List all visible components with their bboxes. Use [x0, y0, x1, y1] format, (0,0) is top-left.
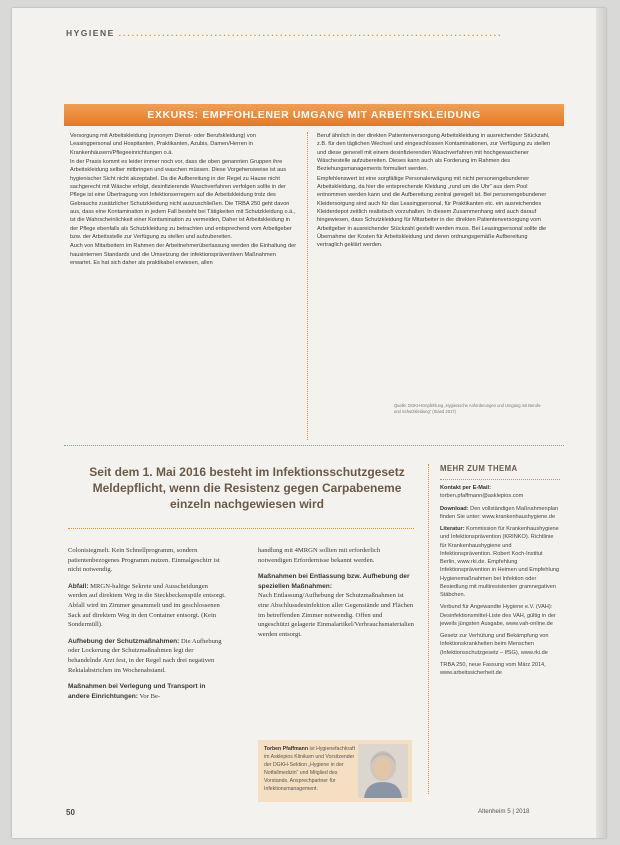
body-column-1 [68, 546, 226, 708]
author-box [258, 740, 412, 802]
sidebar-item: Gesetz zur Verhütung und Bekämpfung von Infektionskrankheiten beim Menschen (Infektionsschutzgesetz – IfSG), www.rki.de [440, 633, 549, 656]
page-number: 50 [66, 808, 75, 817]
sidebar-item: Verbund für Angewandte Hygiene e.V. (VAH): Desinfektionsmittel-Liste des VAH, gültig in der jeweils jüngsten Ausgabe, www.vah-online.de [440, 604, 556, 627]
body-paragraph: Colonisiegmelt. Kein Schnellprogramm, sondern patientenbezogenes Programm nutzen. Einmalgeschirr ist nicht notwendig. [68, 547, 220, 574]
excursus-bottom-rule [64, 445, 564, 446]
author-photo [358, 744, 408, 798]
excursus-paragraph: In der Praxis kommt es leider immer noch vor, dass die oben genannten Gruppen ihre Arbeitskleidung selber mitbringen und waschen müssen. Diese Vorgehensweise ist aus hygienischer Sicht nicht akzeptabel. Da die Aufbereitung in der Regel zu Hause nicht sachgerecht mit Wäsche erfolgt, desinfizierende Waschverfahren verfolgen sollte in der Pflege ist eine Übertragung von Infektionserregern auf die Arbeitskleidung trotz des Gebrauchs zusätzlicher Schutzkleidung nicht auszuschließen. Die TRBA 250 geht davon aus, dass eine Kontamination in jedem Fall besteht bei Tätigkeiten mit Schutzkleidung o.ä., ist die Wahrscheinlichkeit einer Kontamination zu vermeiden, Daher ist Arbeitskleidung in der Pflege ebenfalls als Schutzkleidung zu betrachten und entsprechend vom Arbeitgeber bzw. der Arbeitsstelle zur Verfügung zu stellen und aufzubereiten. [70, 159, 296, 241]
excursus-source: Quelle: DGKH-Empfehlung „Hygienische Anforderungen und Umgang mit Berufs- und Schutzkleidung“ (Stand 2017) [394, 403, 542, 414]
body-paragraph: Maßnahmen bei Verlegung und Transport in andere Einrichtungen: Vor Be- [68, 683, 206, 700]
author-description: ist Hygienefachkraft im Asklepios Klinikum und Vorsitzender der DGKH-Sektion „Hygiene in der Notfallmedizin“ und Mitglied des Vorstands. Ansprechpartner für Infektionsmanagement. [264, 746, 356, 792]
body-paragraph: handlung mit 4MRGN sollten mit erforderlich notwendigen Erfordernisse bekannt werden. [258, 547, 381, 564]
body-paragraph: Abfall: MRGN-haltige Sekrete und Ausscheidungen werden auf direktem Weg in die Steckbeckenspüle entsorgt. Abfall wird im Zimmer gesammelt und im geschlossenen Sack auf direktem Weg in den Container entsorgt. (Kein Sondermüll). [68, 582, 226, 629]
header-dots: ........................................................................................ [118, 28, 503, 38]
sidebar-title: MEHR ZUM THEMA [440, 464, 518, 473]
excursus-paragraph: Empfehlenswert ist eine sorgfältige Personalerwägung mit nicht personengebundener Arbeitskleidung, da hier die entsprechende Kleidung „rund um die Uhr“ aus dem Pool entnommen werden kann und die Aufbereitung zentral geregelt ist. Bei personengebundener Kleidersorgung sind auch für das Leasingpersonal, für Praktikanten etc. ein ausreichendes Kleiderdepot zeitlich realistisch vorzuhalten. In diesem Zusammenhang wird auch darauf hingewiesen, dass Schutzkleidung für Mitarbeiter in der direkten Patientenversorgung vom Arbeitgeber in ausreichender Stückzahl gestellt werden muss. Bei Leasingpersonal sollte die Übernahme der Kosten für Arbeitskleidung und deren ordnungsgemäße Aufbereitung vertraglich geklärt werden. [317, 175, 547, 249]
section-label: HYGIENE [66, 28, 115, 38]
excursus-banner: EXKURS: EMPFOHLENER UMGANG MIT ARBEITSKLEIDUNG [64, 104, 564, 126]
more-on-topic-sidebar [440, 464, 560, 681]
headline-rule [68, 528, 414, 529]
body-column-2 [258, 546, 414, 646]
excursus-left-column [70, 132, 298, 269]
excursus-right-column [317, 132, 551, 251]
body-paragraph: Maßnahmen bei Entlassung bzw. Aufhebung der speziellen Maßnahmen: Nach Entlassung/Aufhebung der Schutzmaßnahmen ist eine Abschlussdesinfektion aller Gegenstände und Flächen im betreffenden Zimmer notwendig. Offen und ungeschützt gelagerte Einmalartikel/Verbrauchsmaterialien werden entsorgt. [258, 573, 414, 638]
sidebar-title-rule [440, 479, 560, 480]
page-edge [596, 8, 606, 838]
sidebar-item: TRBA 250, neue Fassung vom März 2014, www.arbeitssicherheit.de [440, 661, 546, 676]
excursus-paragraph: Auch von Mitarbeitern im Rahmen der Arbeitnehmerüberlassung werden die Einhaltung der hausinternen Standards und die Umsetzung der infektionspräventiven Maßnahmen erwartet. Es hat sich daher als praktikabel erwiesen, allen [70, 243, 297, 267]
author-name: Torben Pfaffmann [264, 746, 308, 752]
sidebar-item: Download: Den vollständigen Maßnahmenplan finden Sie unter: www.krankenhaushygiene.de [440, 505, 559, 520]
sidebar-item: Literatur: Kommission für Krankenhaushygiene und Infektionsprävention (KRINKO). Richtlinie für Krankenhaushygiene und Infektionsprävention. Robert Koch-Institut Berlin, www.rki.de. Empfehlung Infektionsprävention in Heimen und Empfehlung Hygienemaßnahmen bei Infektion oder Besiedlung mit multiresistenten gramnegativen Stäbchen. [440, 526, 560, 598]
pull-quote-headline: Seit dem 1. Mai 2016 besteht im Infektionsschutzgesetz Meldepflicht, wenn die Resistenz gegen Carpabeneme einzeln nachgewiesen wird [89, 465, 405, 511]
excursus-paragraph: Versorgung mit Arbeitskleidung (synonym Dienst- oder Berufskleidung) von Leasingpersonal und Hospitanten, Praktikanten, Azubis, Damen/Herren in Krankenhäusern/Pflegeeinrichtungen o.ä. [70, 133, 256, 156]
sidebar-items [440, 484, 560, 677]
body-paragraph: Aufhebung der Schutzmaßnahmen: Die Aufhebung oder Lockerung der Schutzmaßnahmen legt der behandelnde Arzt fest, in der Regel nach drei negativen Rektalabstrichen im Wochenabstand. [68, 637, 222, 674]
magazine-page [12, 8, 606, 838]
issue-label: Altenheim 5 | 2018 [478, 808, 530, 815]
author-bio [264, 745, 360, 793]
sidebar-item: Kontakt per E-Mail: torben.pfaffmann@asklepios.com [440, 485, 524, 500]
sidebar-email-link[interactable]: torben.pfaffmann@asklepios.com [440, 493, 524, 500]
section-header [66, 28, 502, 38]
sidebar-divider [428, 464, 429, 794]
excursus-column-divider [307, 132, 308, 440]
excursus-paragraph: Beruf ähnlich in der direkten Patientenversorgung Arbeitskleidung in ausreichender Stückzahl, z.B. für den täglichen Wechsel und eingeschlossen Kontaminationen, zur Verfügung zu stellen und diese generell mit einem desinfizierenden Waschverfahren mit hochgewaschener Wäschestelle aufzubereiten. Dieses kann auch als Forderung im Rahmen des Beziehungsmanagements formuliert werden. [317, 133, 551, 173]
